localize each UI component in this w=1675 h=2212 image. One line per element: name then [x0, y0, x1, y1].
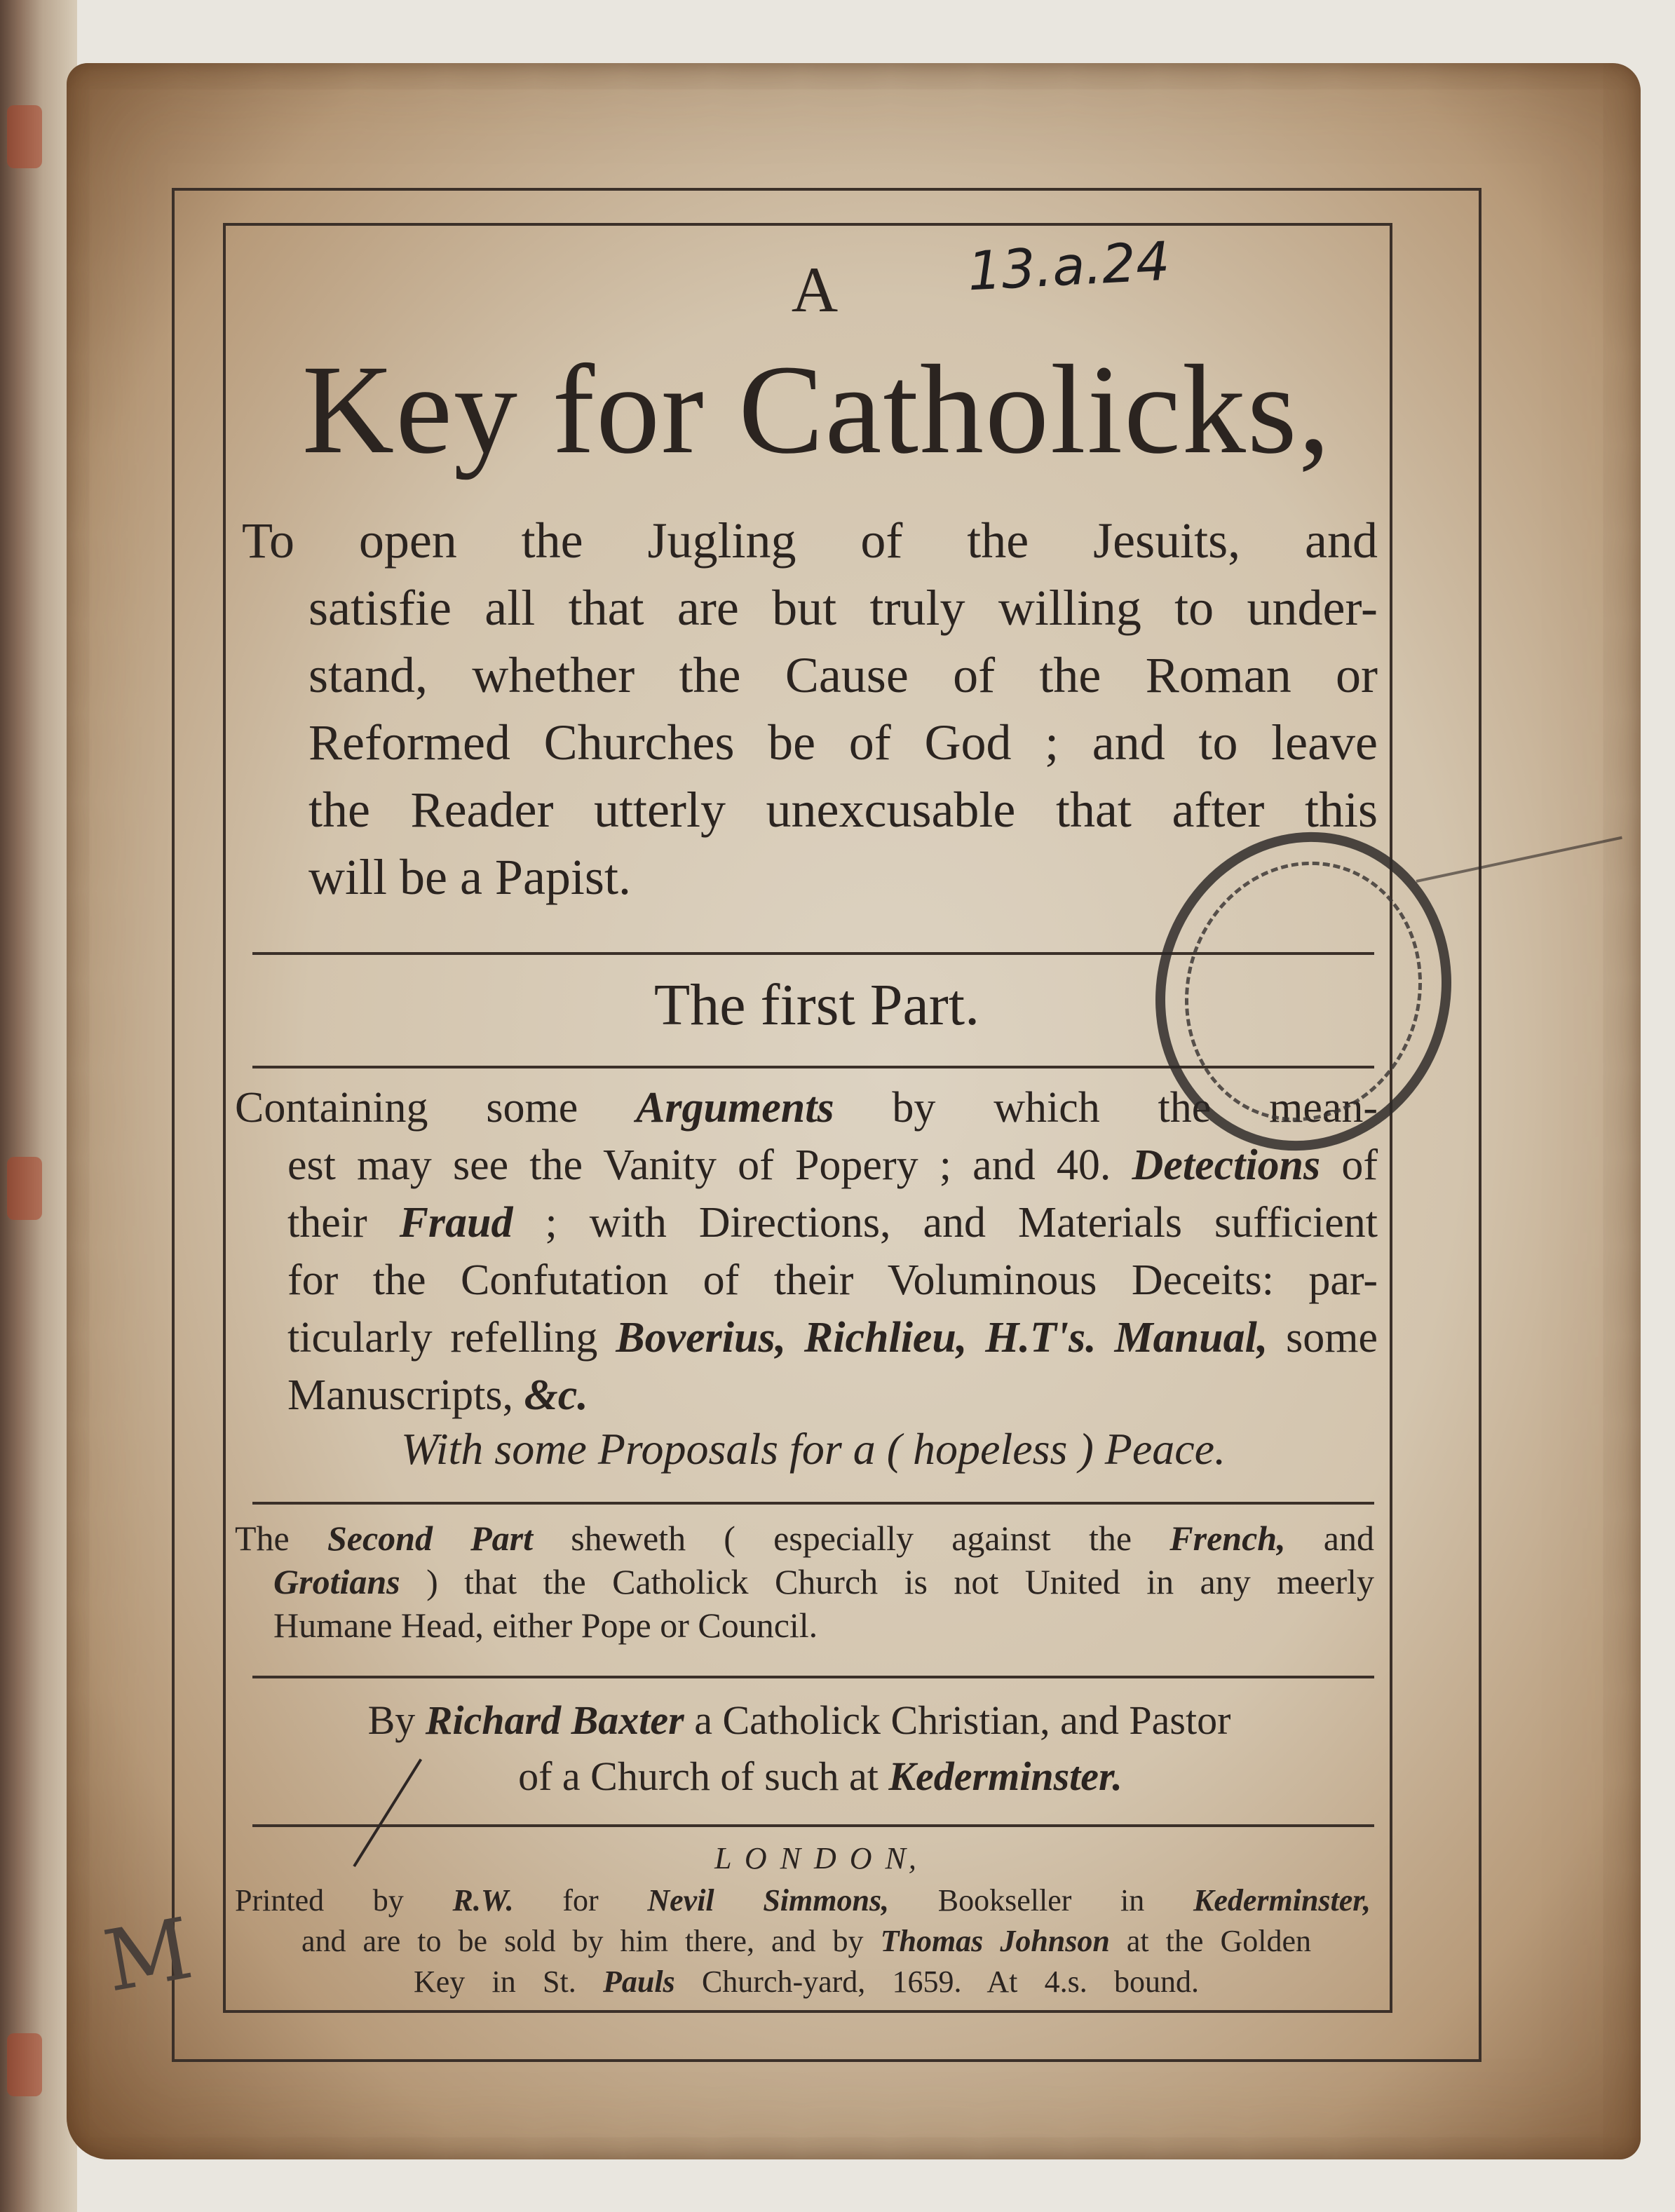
- binding-cord: [7, 105, 42, 168]
- first-part-line: [287, 1141, 1378, 1190]
- second-part-line: [273, 1605, 947, 1646]
- second-part-text: Second Part: [327, 1519, 534, 1558]
- subtitle-line: [308, 579, 1378, 637]
- imprint-line: [301, 1923, 1311, 1959]
- subtitle-line: [308, 714, 1378, 772]
- rule-5: [252, 1824, 1374, 1827]
- subtitle-text: Reformed Churches be of God ; and to leave: [308, 714, 1378, 771]
- margin-mark: M: [97, 1900, 200, 2011]
- imprint-text: at the Golden: [1109, 1924, 1311, 1958]
- author-line: [463, 1753, 1178, 1800]
- author-text: By: [367, 1697, 426, 1743]
- first-part-text: Arguments: [636, 1084, 834, 1132]
- title-article: A: [791, 254, 843, 325]
- second-part-text: Humane Head, either Pope or Council.: [273, 1606, 818, 1645]
- imprint-text: Printed by: [235, 1883, 453, 1918]
- imprint-place: L O N D O N,: [714, 1841, 919, 1875]
- first-part-text: ticularly refelling: [287, 1314, 616, 1362]
- subtitle-line: [242, 512, 1378, 570]
- second-part-line: [235, 1518, 1374, 1559]
- author-text: Richard Baxter: [425, 1697, 684, 1743]
- subtitle-text: will be a Papist.: [308, 849, 631, 905]
- imprint-text: Key in St.: [414, 1965, 603, 1999]
- subtitle-line: [308, 646, 1378, 705]
- second-part-text: Grotians: [273, 1562, 400, 1601]
- imprint-text: Nevil Simmons,: [647, 1883, 890, 1918]
- rule-3: [252, 1502, 1374, 1505]
- author-text: of a Church of such at: [518, 1753, 889, 1799]
- first-part-text: some: [1268, 1314, 1378, 1362]
- first-part-line: [287, 1256, 1378, 1305]
- first-part-text: their: [287, 1199, 400, 1247]
- rule-4: [252, 1676, 1374, 1678]
- binding-cord: [7, 1157, 42, 1220]
- second-part-text: French,: [1169, 1519, 1286, 1558]
- imprint-text: Thomas Johnson: [880, 1924, 1110, 1958]
- first-part-text: &c.: [524, 1371, 588, 1419]
- first-part-text: Manuscripts,: [287, 1371, 524, 1419]
- imprint-text: for: [513, 1883, 648, 1918]
- first-part-text: Detections: [1132, 1141, 1321, 1189]
- subtitle-line: [308, 848, 673, 907]
- subtitle-text: To open the Jugling of the Jesuits, and: [242, 513, 1378, 569]
- first-part-text: by which the mean-: [834, 1084, 1378, 1132]
- second-part-line: [273, 1561, 1374, 1602]
- author-line: [294, 1697, 1304, 1744]
- second-part-text: sheweth ( especially against the: [533, 1519, 1170, 1558]
- first-part-text: Boverius, Richlieu, H.T's. Manual,: [616, 1314, 1268, 1362]
- first-part-text: for the Confutation of their Voluminous Deceits: par-: [287, 1256, 1378, 1304]
- imprint-text: and are to be sold by him there, and by: [301, 1924, 881, 1958]
- subtitle-text: stand, whether the Cause of the Roman or: [308, 647, 1378, 703]
- author-text: Kederminster.: [888, 1753, 1123, 1799]
- first-part-line: [287, 1313, 1378, 1363]
- imprint-text: Pauls: [602, 1965, 675, 1999]
- imprint-line: [235, 1882, 1371, 1918]
- imprint-text: Bookseller in: [889, 1883, 1193, 1918]
- subtitle-text: satisfie all that are but truly willing to under-: [308, 580, 1378, 636]
- second-part-text: The: [235, 1519, 327, 1558]
- first-part-text: Fraud: [399, 1199, 513, 1247]
- book-binding: [0, 0, 77, 2212]
- imprint-text: Church-yard, 1659. At 4.s. bound.: [674, 1965, 1199, 1999]
- second-part-text: and: [1285, 1519, 1374, 1558]
- author-text: a Catholick Christian, and Pastor: [684, 1697, 1231, 1743]
- first-part-text: of: [1320, 1141, 1378, 1189]
- main-title: Key for Catholicks,: [301, 339, 1332, 480]
- binding-cord: [7, 2033, 42, 2096]
- imprint-text: R.W.: [452, 1883, 514, 1918]
- subtitle-text: the Reader utterly unexcusable that after this: [308, 782, 1378, 838]
- first-part-text: ; with Directions, and Materials sufficient: [513, 1199, 1378, 1247]
- shelfmark-handwritten: 13.a.24: [965, 229, 1172, 303]
- imprint-text: Kederminster,: [1193, 1883, 1371, 1918]
- first-part-line: [287, 1198, 1378, 1248]
- first-part-line: [287, 1371, 708, 1420]
- first-part-heading: The first Part.: [653, 972, 980, 1038]
- second-part-text: ) that the Catholick Church is not United in any meerly: [400, 1562, 1374, 1601]
- first-part-text: est may see the Vanity of Popery ; and 40.: [287, 1141, 1132, 1189]
- first-part-text: Containing some: [235, 1084, 637, 1132]
- subtitle-line: [308, 781, 1378, 839]
- proposals-line: With some Proposals for a ( hopeless ) Peace.: [400, 1424, 1226, 1474]
- imprint-line: [414, 1964, 1199, 2000]
